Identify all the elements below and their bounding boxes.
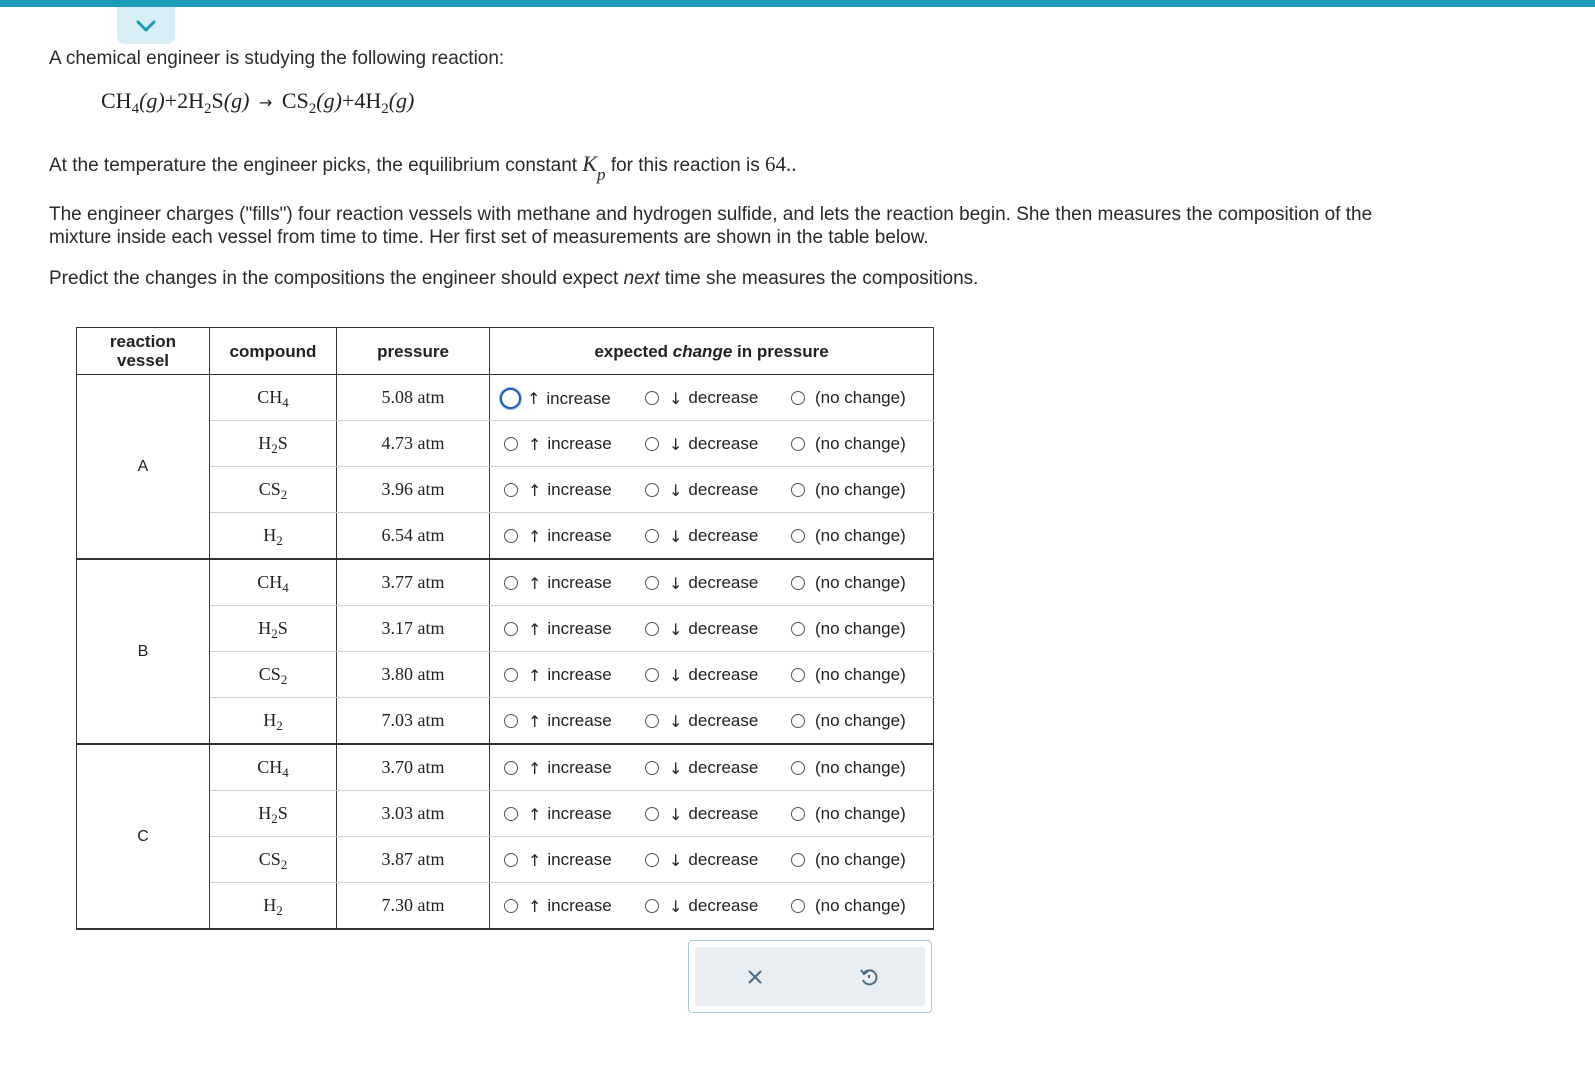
radio-no-change[interactable] (791, 714, 805, 728)
change-options (490, 513, 934, 560)
down-arrow-icon: ↓ (669, 896, 683, 916)
change-options (490, 652, 934, 698)
change-options (490, 744, 934, 791)
option-decrease[interactable]: ↓ decrease (645, 434, 758, 454)
compound-cell: $H_2$ (210, 698, 337, 745)
undo-icon (858, 966, 880, 988)
top-accent-bar (0, 0, 1595, 7)
radio-no-change[interactable] (791, 853, 805, 867)
clear-button[interactable] (725, 947, 785, 1006)
pressure-cell: 3.77 atm (337, 559, 490, 606)
radio-increase[interactable] (504, 437, 518, 451)
radio-increase[interactable] (504, 807, 518, 821)
compound-cell: $H_2S$ (210, 791, 337, 837)
header-expected-change: expected change in pressure (490, 328, 934, 375)
radio-no-change[interactable] (791, 761, 805, 775)
up-arrow-icon: ↑ (528, 573, 542, 593)
close-icon (746, 968, 764, 986)
radio-decrease[interactable] (645, 391, 659, 405)
change-options (490, 559, 934, 606)
option-increase[interactable]: ↑ increase (504, 896, 612, 916)
up-arrow-icon: ↑ (528, 850, 542, 870)
option-no-change[interactable]: (no change) (791, 711, 906, 731)
intro-text: A chemical engineer is studying the following reaction: (49, 48, 505, 69)
option-decrease[interactable]: ↓ decrease (645, 758, 758, 778)
option-no-change[interactable]: (no change) (791, 480, 906, 500)
compound-cell: $H_2S$ (210, 421, 337, 467)
pressure-cell: 3.17 atm (337, 606, 490, 652)
up-arrow-icon: ↑ (528, 711, 542, 731)
radio-decrease[interactable] (645, 899, 659, 913)
down-arrow-icon: ↓ (669, 526, 683, 546)
up-arrow-icon: ↑ (527, 389, 541, 408)
up-arrow-icon: ↑ (528, 665, 542, 685)
change-options (490, 421, 934, 467)
action-bar (688, 940, 932, 1013)
radio-no-change[interactable] (791, 576, 805, 590)
pressure-cell: 7.03 atm (337, 698, 490, 745)
radio-no-change[interactable] (791, 622, 805, 636)
option-decrease[interactable]: ↓ decrease (645, 526, 758, 546)
option-no-change[interactable]: (no change) (791, 388, 906, 408)
up-arrow-icon: ↑ (528, 434, 542, 454)
up-arrow-icon: ↑ (528, 526, 542, 546)
radio-decrease[interactable] (645, 761, 659, 775)
collapse-toggle[interactable] (117, 7, 175, 44)
kp-statement: At the temperature the engineer picks, the equilibrium constant $K_p$ for this reaction is 64.. (49, 151, 797, 184)
option-no-change[interactable]: (no change) (791, 573, 906, 593)
table-row (77, 744, 934, 791)
radio-no-change[interactable] (791, 668, 805, 682)
vessel-label: C (77, 744, 210, 929)
option-decrease[interactable]: ↓ decrease (645, 850, 758, 870)
option-increase[interactable]: ↑ increase (504, 388, 611, 409)
change-options (490, 791, 934, 837)
radio-decrease[interactable] (645, 576, 659, 590)
pressure-cell: 7.30 atm (337, 883, 490, 930)
down-arrow-icon: ↓ (669, 711, 683, 731)
radio-decrease[interactable] (645, 483, 659, 497)
option-increase[interactable]: ↑ increase (504, 526, 612, 546)
down-arrow-icon: ↓ (669, 434, 683, 454)
compound-cell: $H_2S$ (210, 606, 337, 652)
option-no-change[interactable]: (no change) (791, 804, 906, 824)
radio-increase[interactable] (504, 576, 518, 590)
radio-no-change[interactable] (791, 483, 805, 497)
option-increase[interactable]: ↑ increase (504, 665, 612, 685)
change-options (490, 698, 934, 745)
up-arrow-icon: ↑ (528, 480, 542, 500)
radio-decrease[interactable] (645, 853, 659, 867)
option-increase[interactable]: ↑ increase (504, 434, 612, 454)
radio-increase[interactable] (504, 899, 518, 913)
table-row (77, 375, 934, 421)
option-no-change[interactable]: (no change) (791, 526, 906, 546)
pressure-cell: 5.08 atm (337, 375, 490, 421)
pressure-cell: 3.03 atm (337, 791, 490, 837)
option-increase[interactable]: ↑ increase (504, 480, 612, 500)
down-arrow-icon: ↓ (669, 480, 683, 500)
option-no-change[interactable]: (no change) (791, 434, 906, 454)
option-decrease[interactable]: ↓ decrease (645, 388, 758, 408)
radio-decrease[interactable] (645, 622, 659, 636)
change-options (490, 837, 934, 883)
radio-decrease[interactable] (645, 714, 659, 728)
up-arrow-icon: ↑ (528, 896, 542, 916)
radio-decrease[interactable] (645, 668, 659, 682)
radio-no-change[interactable] (791, 529, 805, 543)
option-increase[interactable]: ↑ increase (504, 850, 612, 870)
change-options (490, 467, 934, 513)
change-options (490, 375, 934, 421)
option-increase[interactable]: ↑ increase (504, 804, 612, 824)
option-no-change[interactable]: (no change) (791, 896, 906, 916)
down-arrow-icon: ↓ (669, 619, 683, 639)
option-decrease[interactable]: ↓ decrease (645, 665, 758, 685)
undo-button[interactable] (839, 947, 899, 1006)
compound-cell: $CS_2$ (210, 652, 337, 698)
radio-no-change[interactable] (791, 807, 805, 821)
option-no-change[interactable]: (no change) (791, 850, 906, 870)
up-arrow-icon: ↑ (528, 804, 542, 824)
compound-cell: $H_2$ (210, 513, 337, 560)
option-decrease[interactable]: ↓ decrease (645, 480, 758, 500)
compound-cell: $CH_4$ (210, 744, 337, 791)
radio-increase[interactable] (504, 622, 518, 636)
up-arrow-icon: ↑ (528, 619, 542, 639)
compound-cell: $CS_2$ (210, 467, 337, 513)
radio-decrease[interactable] (645, 529, 659, 543)
option-increase[interactable]: ↑ increase (504, 711, 612, 731)
option-decrease[interactable]: ↓ decrease (645, 573, 758, 593)
option-decrease[interactable]: ↓ decrease (645, 804, 758, 824)
radio-increase[interactable] (504, 761, 518, 775)
reaction-equation: $CH_4(g)+2H_2S(g) \to CS_2(g)+4H_2(g)$ (101, 88, 415, 117)
composition-table (76, 327, 934, 930)
radio-increase[interactable] (504, 529, 518, 543)
option-increase[interactable]: ↑ increase (504, 758, 612, 778)
instructions-line-2: mixture inside each vessel from time to time. Her first set of measurements are shown in the table below. (49, 227, 929, 248)
down-arrow-icon: ↓ (669, 758, 683, 778)
header-pressure: pressure (337, 328, 490, 375)
radio-increase[interactable] (504, 853, 518, 867)
radio-increase[interactable] (504, 483, 518, 497)
radio-decrease[interactable] (645, 807, 659, 821)
pressure-cell: 3.87 atm (337, 837, 490, 883)
compound-cell: $H_2$ (210, 883, 337, 930)
option-increase[interactable]: ↑ increase (504, 619, 612, 639)
radio-increase[interactable] (504, 714, 518, 728)
radio-increase[interactable] (504, 668, 518, 682)
option-decrease[interactable]: ↓ decrease (645, 619, 758, 639)
option-no-change[interactable]: (no change) (791, 758, 906, 778)
vessel-label: A (77, 375, 210, 560)
radio-no-change[interactable] (791, 437, 805, 451)
pressure-cell: 6.54 atm (337, 513, 490, 560)
option-no-change[interactable]: (no change) (791, 619, 906, 639)
table-row (77, 559, 934, 606)
change-options (490, 606, 934, 652)
header-vessel: reaction vessel (77, 328, 210, 375)
down-arrow-icon: ↓ (669, 804, 683, 824)
radio-decrease[interactable] (645, 437, 659, 451)
pressure-cell: 3.70 atm (337, 744, 490, 791)
option-increase[interactable]: ↑ increase (504, 573, 612, 593)
radio-no-change[interactable] (791, 899, 805, 913)
down-arrow-icon: ↓ (669, 665, 683, 685)
radio-increase[interactable] (500, 388, 521, 409)
down-arrow-icon: ↓ (669, 573, 683, 593)
instructions-line-1: The engineer charges ("fills") four reaction vessels with methane and hydrogen sulfide, and lets the reaction begin. She then measures the composition of the (49, 204, 1373, 225)
down-arrow-icon: ↓ (669, 850, 683, 870)
pressure-cell: 4.73 atm (337, 421, 490, 467)
up-arrow-icon: ↑ (528, 758, 542, 778)
chevron-down-icon (135, 19, 157, 33)
prediction-prompt: Predict the changes in the compositions the engineer should expect next time she measures the compositions. (49, 268, 979, 289)
compound-cell: $CH_4$ (210, 375, 337, 421)
down-arrow-icon: ↓ (669, 388, 683, 408)
pressure-cell: 3.80 atm (337, 652, 490, 698)
option-no-change[interactable]: (no change) (791, 665, 906, 685)
pressure-cell: 3.96 atm (337, 467, 490, 513)
radio-no-change[interactable] (791, 391, 805, 405)
option-decrease[interactable]: ↓ decrease (645, 896, 758, 916)
header-compound: compound (210, 328, 337, 375)
option-decrease[interactable]: ↓ decrease (645, 711, 758, 731)
change-options (490, 883, 934, 930)
compound-cell: $CS_2$ (210, 837, 337, 883)
compound-cell: $CH_4$ (210, 559, 337, 606)
vessel-label: B (77, 559, 210, 744)
